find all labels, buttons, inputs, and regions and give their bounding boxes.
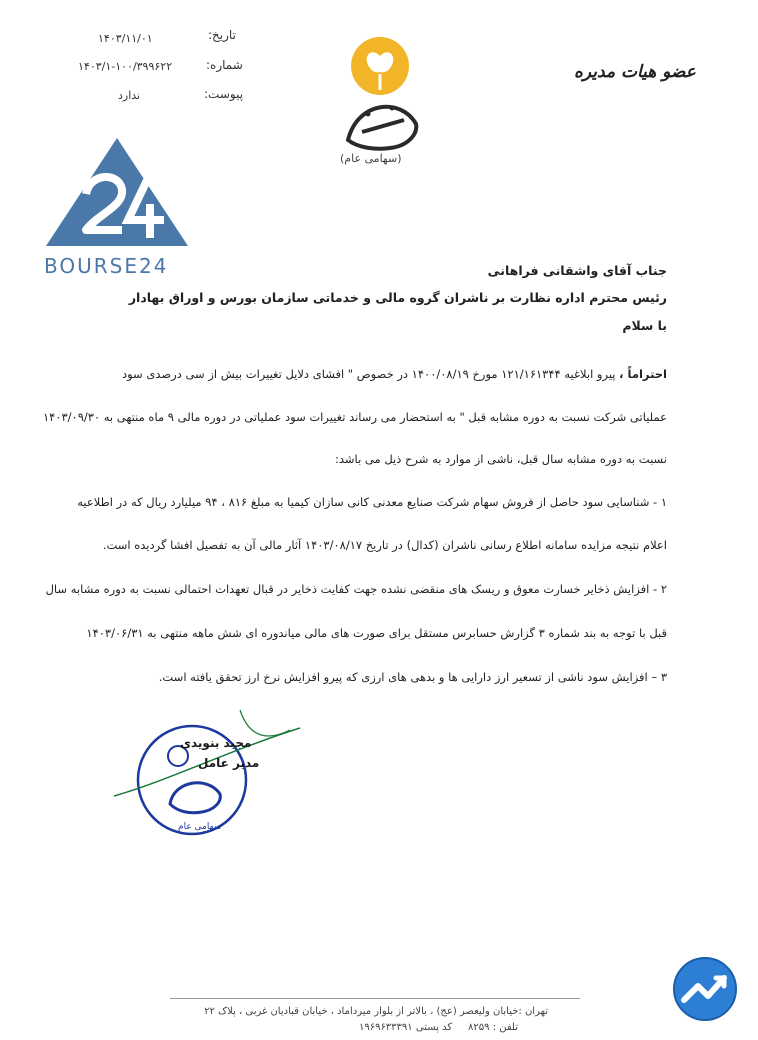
- footer-address: تهران :خیابان ولیعصر (عج) ، بالاتر از بلوار میرداماد ، خیابان قبادیان غربی ، پلاک ۲۲: [204, 1006, 548, 1017]
- postal-value: ۱۹۶۹۶۳۳۳۹۱: [358, 1022, 413, 1033]
- phone-label: تلفن :: [492, 1022, 518, 1033]
- corner-badge: [672, 956, 738, 1022]
- number-value: ۱۴۰۳/۱-۱۰۰/۳۹۹۶۲۲: [78, 60, 173, 73]
- item-2-line-1: ۲ - افزایش ذخایر خسارت معوق و ریسک های منقضی نشده جهت کفایت ذخایر در قبال تعهدات احتمالی نسبت به دوره مشابه سال: [45, 582, 667, 596]
- phone-value: ۸۲۵۹: [468, 1022, 490, 1033]
- bourse24-logo-icon: [42, 134, 192, 254]
- item-1-line-1: ۱ - شناسایی سود حاصل از فروش سهام شرکت صنایع معدنی کانی سازان کیمیا به مبلغ ۸۱۶ ، ۹۴ میلیارد ریال که در اطلاعیه: [77, 495, 667, 509]
- header-title: عضو هیات مدیره: [574, 62, 696, 82]
- item-3-line-1: ۳ – افزایش سود ناشی از تسعیر ارز دارایی ها و بدهی های ارزی که پیرو افزایش نرخ ارز تحقق یافته است.: [158, 670, 667, 684]
- item-2-line-2: قبل با توجه به بند شماره ۳ گزارش حسابرس مستقل برای صورت های مالی میاندوره ای شش ماهه منتهی به ۱۴۰۳/۰۶/۳۱: [86, 626, 667, 640]
- item-1-line-2: اعلام نتیجه مزایده سامانه اطلاع رسانی ناشران (کدال) در تاریخ ۱۴۰۳/۰۸/۱۷ آثار مالی آن به تفصیل افشا گردیده است.: [102, 538, 667, 552]
- trend-icon: [672, 956, 738, 1022]
- footer-divider: [170, 998, 580, 999]
- signature-block: [110, 700, 310, 850]
- company-subtitle: (سهامی عام): [340, 152, 402, 165]
- attachment-label: پیوست:: [204, 87, 244, 101]
- bourse24-brand: BOURSE24: [44, 254, 169, 278]
- recipient-name: جناب آقای واشقانی فراهانی: [487, 263, 667, 278]
- footer-contact: [359, 1022, 518, 1033]
- date-value: ۱۴۰۳/۱۱/۰۱: [98, 32, 153, 45]
- number-label: شماره:: [206, 58, 243, 72]
- intro-line-3: نسبت به دوره مشابه سال قبل، ناشی از موارد به شرح ذیل می باشد:: [335, 452, 667, 466]
- signer-name: مجید بنویدی: [180, 736, 252, 750]
- attachment-value: ندارد: [118, 89, 141, 102]
- stamp-subtitle: سهامی عام: [178, 822, 222, 832]
- signer-title: مدیر عامل: [198, 756, 260, 770]
- intro-prefix: احتراماً ،: [619, 367, 667, 381]
- bourse24-watermark: [42, 134, 192, 284]
- intro-line-1: احتراماً ، پیرو ابلاغیه ۱۲۱/۱۶۱۳۴۴ مورخ ۱۴۰۰/۰۸/۱۹ در خصوص " افشای دلایل تغییرات بیش از سی درصدی سود: [121, 367, 667, 381]
- postal-label: کد پستی: [415, 1022, 453, 1033]
- recipient-title: رئیس محترم اداره نظارت بر ناشران گروه مالی و خدماتی سازمان بورس و اوراق بهادار: [128, 290, 667, 305]
- greeting: با سلام: [622, 318, 667, 333]
- company-logo: [318, 28, 438, 178]
- date-label: تاریخ:: [208, 28, 236, 42]
- intro-line-2: عملیاتی شرکت نسبت به دوره مشابه قبل " به استحضار می رساند تغییرات سود عملیاتی در دوره مالی ۹ ماه منتهی به ۱۴۰۳/۰۹/۳۰: [42, 410, 667, 424]
